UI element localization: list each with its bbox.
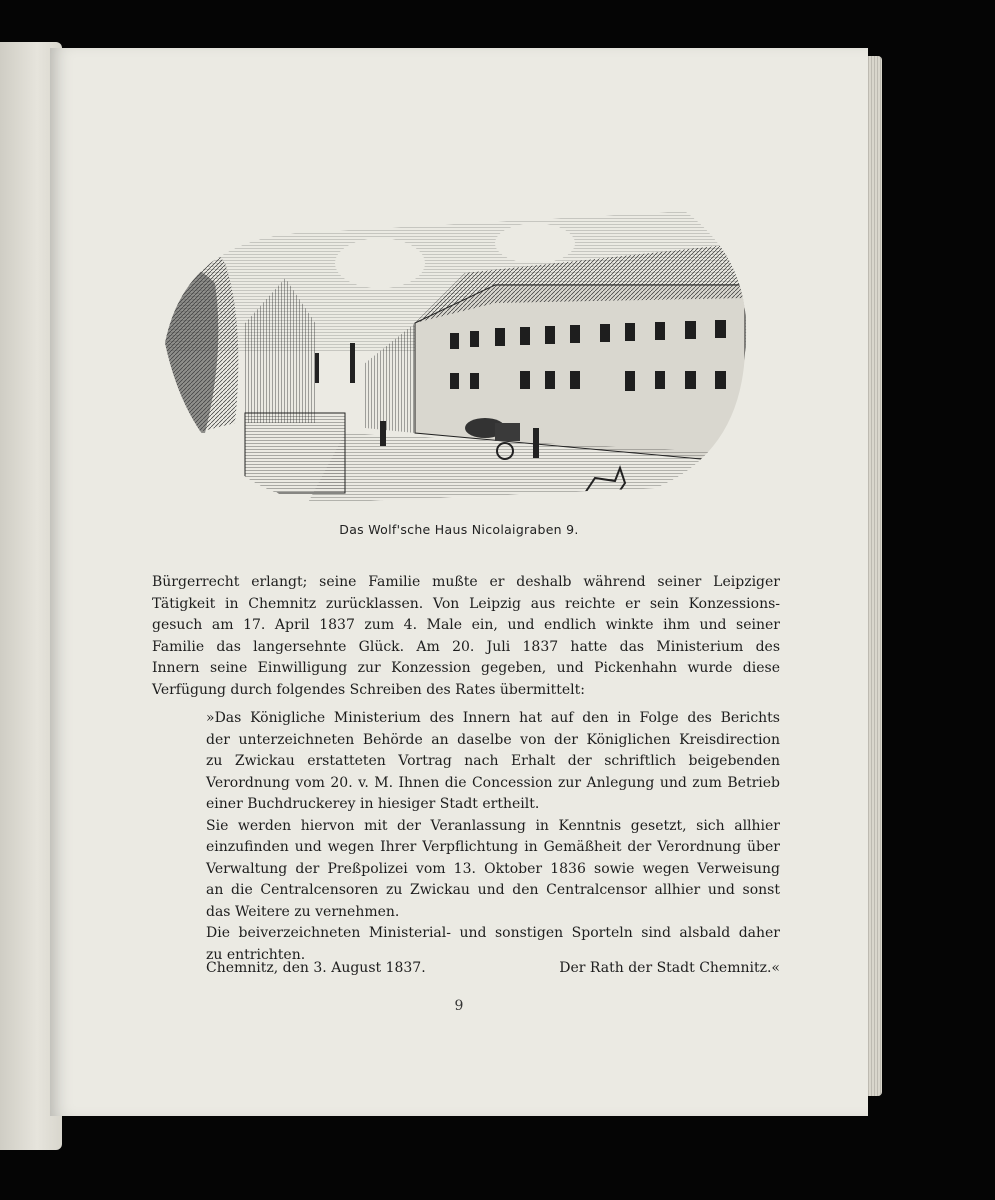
body-line: Innern seine Einwilligung zur Konzession gegeben, und Pickenhahn wurde diese xyxy=(152,660,780,676)
book-page xyxy=(50,48,868,1116)
quote-line: »Das Königliche Ministerium des Innern hat auf den in Folge des Berichts xyxy=(206,710,780,726)
quote-line: Verwaltung der Preßpolizei vom 13. Oktober 1836 sowie wegen Verweisung xyxy=(206,860,780,877)
quote-line: das Weitere zu vernehmen. xyxy=(206,903,400,920)
quote-line: zu entrichten. xyxy=(206,946,306,963)
body-line: Familie das langersehnte Glück. Am 20. Juli 1837 hatte das Ministerium des xyxy=(152,638,780,655)
body-line: gesuch am 17. April 1837 zum 4. Male ein, und endlich winkte ihm und seiner xyxy=(152,617,780,633)
quote-line: zu Zwickau erstatteten Vortrag nach Erhalt der schriftlich beigebenden xyxy=(206,753,780,769)
signature-authority: Der Rath der Stadt Chemnitz.« xyxy=(559,960,780,976)
quote-line: der unterzeichneten Behörde an daselbe von der Königlichen Kreisdirection xyxy=(206,731,780,748)
quote-line: an die Centralcensoren zu Zwickau und den Centralcensor allhier und sonst xyxy=(206,882,780,898)
street-engraving xyxy=(155,203,747,508)
quote-line: Verordnung vom 20. v. M. Ihnen die Concession zur Anlegung und zum Betrieb xyxy=(206,774,780,791)
illustration-caption: Das Wolf'sche Haus Nicolaigraben 9. xyxy=(339,522,579,537)
body-line: Verfügung durch folgendes Schreiben des Rates übermittelt: xyxy=(152,681,585,698)
letter-signature xyxy=(206,960,780,976)
quote-line: einzufinden und wegen Ihrer Verpflichtung in Gemäßheit der Verordnung über xyxy=(206,839,780,855)
body-line: Tätigkeit in Chemnitz zurücklassen. Von Leipzig aus reichte er sein Konzessions- xyxy=(152,595,780,612)
page-number: 9 xyxy=(454,998,464,1014)
signature-place-date: Chemnitz, den 3. August 1837. xyxy=(206,960,426,976)
quote-line: einer Buchdruckerey in hiesiger Stadt ertheilt. xyxy=(206,796,540,812)
quote-line: Sie werden hiervon mit der Veranlassung in Kenntnis gesetzt, sich allhier xyxy=(206,817,780,834)
body-paragraph xyxy=(152,572,780,701)
quoted-letter xyxy=(206,708,780,966)
quote-line: Die beiverzeichneten Ministerial- und sonstigen Sporteln sind alsbald daher xyxy=(206,925,780,941)
body-line: Bürgerrecht erlangt; seine Familie mußte er deshalb während seiner Leipziger xyxy=(152,574,780,590)
